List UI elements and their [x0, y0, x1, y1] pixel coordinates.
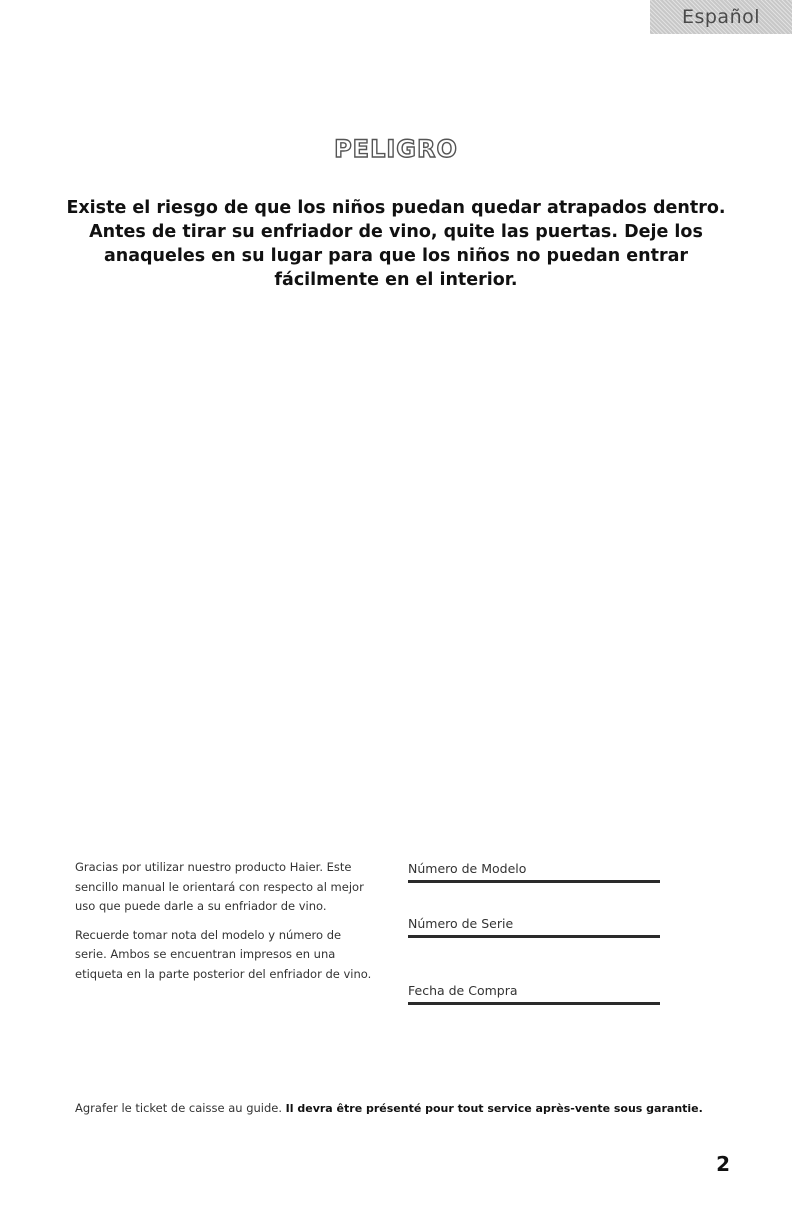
- intro-paragraph-thanks: Gracias por utilizar nuestro producto Haier. Este sencillo manual le orientará con respecto al mejor uso que puede darle a su enfriador de vino.: [75, 860, 364, 913]
- page-number: 2: [716, 1152, 730, 1176]
- language-tab: Español: [650, 0, 792, 34]
- model-number-field[interactable]: [408, 858, 660, 883]
- receipt-note-emphasis: Il devra être présenté pour tout service après-vente sous garantie.: [285, 1102, 703, 1115]
- serial-number-field[interactable]: [408, 913, 660, 938]
- serial-number-label: Número de Serie: [408, 916, 514, 931]
- product-records: [408, 858, 660, 1005]
- receipt-note: [75, 1098, 715, 1119]
- danger-title: PELIGRO: [334, 135, 458, 163]
- receipt-note-text: Agrafer le ticket de caisse au guide.: [75, 1101, 286, 1115]
- purchase-date-label: Fecha de Compra: [408, 983, 518, 998]
- intro-section: [75, 858, 375, 993]
- intro-paragraph-record-note: Recuerde tomar nota del modelo y número de serie. Ambos se encuentran impresos en una etiqueta en la parte posterior del enfriador de vino.: [75, 927, 372, 981]
- purchase-date-field[interactable]: [408, 980, 660, 1005]
- child-entrapment-warning: Existe el riesgo de que los niños puedan quedar atrapados dentro. Antes de tirar su enfriador de vino, quite las puertas. Deje los anaqueles en su lugar para que los niños no puedan entrar fácilmente en el interior.: [66, 198, 726, 290]
- model-number-label: Número de Modelo: [408, 861, 527, 876]
